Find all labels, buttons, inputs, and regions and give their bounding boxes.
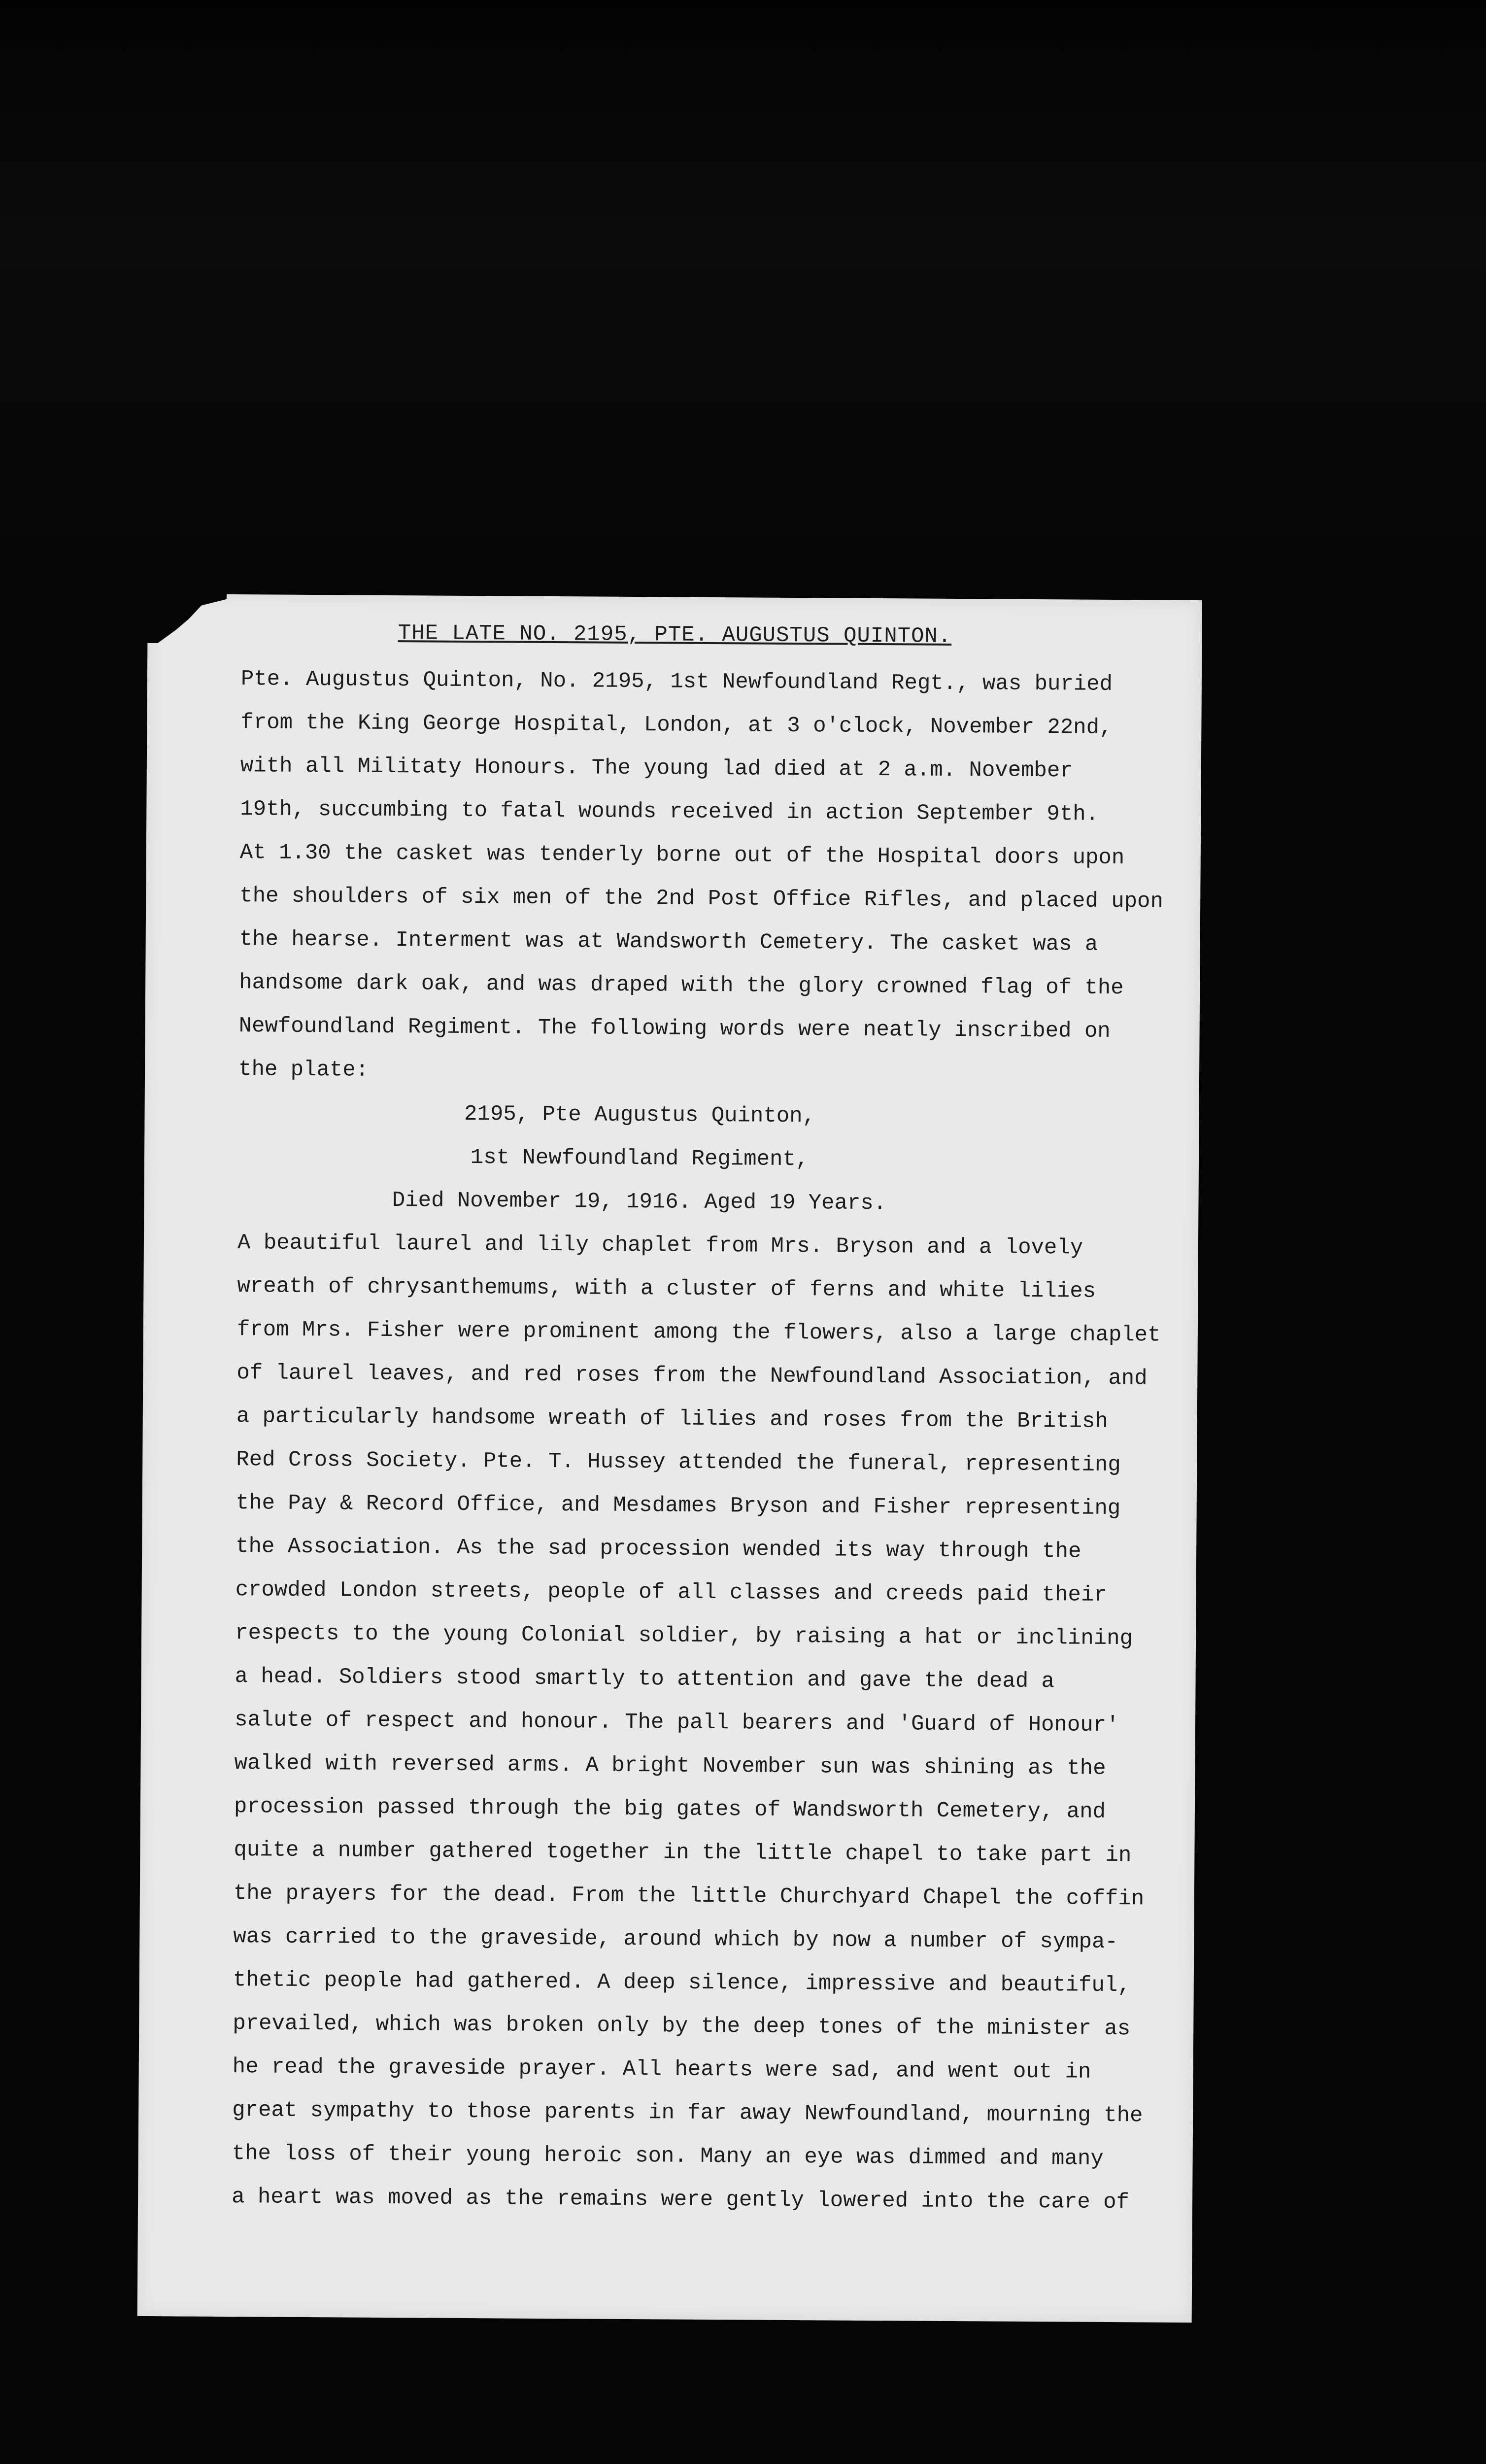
body-line: the Pay & Record Office, and Mesdames Bryson and Fisher representing bbox=[236, 1491, 1121, 1521]
body-line: respects to the young Colonial soldier, by raising a hat or inclining bbox=[235, 1621, 1133, 1651]
document-page bbox=[137, 594, 1202, 2323]
body-line: a particularly handsome wreath of lilies and roses from the British bbox=[236, 1404, 1109, 1434]
document-body bbox=[232, 657, 1192, 2224]
body-line: the loss of their young heroic son. Many an eye was dimmed and many bbox=[232, 2141, 1104, 2171]
body-line: from Mrs. Fisher were prominent among the flowers, also a large chaplet bbox=[236, 1317, 1161, 1348]
body-line: with all Militaty Honours. The young lad died at 2 a.m. November bbox=[240, 753, 1073, 784]
body-line: salute of respect and honour. The pall bearers and 'Guard of Honour' bbox=[234, 1708, 1119, 1738]
document-title: THE LATE NO. 2195, PTE. AUGUSTUS QUINTON. bbox=[398, 621, 952, 649]
body-line: At 1.30 the casket was tenderly borne out of the Hospital doors upon bbox=[239, 840, 1125, 871]
body-line: he read the graveside prayer. All hearts were sad, and went out in bbox=[232, 2054, 1091, 2085]
inscription-line: 2195, Pte Augustus Quinton, bbox=[464, 1101, 816, 1129]
inscription-line: Died November 19, 1916. Aged 19 Years. bbox=[392, 1188, 887, 1216]
body-line: Pte. Augustus Quinton, No. 2195, 1st Newfoundland Regt., was buried bbox=[240, 667, 1113, 697]
body-line: 19th, succumbing to fatal wounds received in action September 9th. bbox=[240, 797, 1099, 827]
body-line: the Association. As the sad procession wended its way through the bbox=[236, 1534, 1081, 1564]
body-line: crowded London streets, people of all classes and creeds paid their bbox=[235, 1577, 1107, 1608]
body-line: prevailed, which was broken only by the deep tones of the minister as bbox=[233, 2011, 1131, 2042]
body-line: a head. Soldiers stood smartly to attention and gave the dead a bbox=[235, 1664, 1055, 1694]
body-line: A beautiful laurel and lily chaplet from Mrs. Bryson and a lovely bbox=[237, 1231, 1083, 1261]
body-line: Newfoundland Regiment. The following words were neatly inscribed on bbox=[238, 1014, 1111, 1044]
body-line: quite a number gathered together in the little chapel to take part in bbox=[234, 1838, 1132, 1868]
body-line: Red Cross Society. Pte. T. Hussey attended the funeral, representing bbox=[236, 1447, 1121, 1478]
body-line: of laurel leaves, and red roses from the Newfoundland Association, and bbox=[236, 1361, 1148, 1391]
body-line: the shoulders of six men of the 2nd Post Office Rifles, and placed upon bbox=[239, 884, 1164, 914]
body-line: wreath of chrysanthemums, with a cluster of ferns and white lilies bbox=[237, 1274, 1096, 1304]
body-line: was carried to the graveside, around which by now a number of sympa- bbox=[233, 1924, 1118, 1955]
body-line: thetic people had gathered. A deep silence, impressive and beautiful, bbox=[233, 1968, 1131, 1998]
body-line: procession passed through the big gates of Wandsworth Cemetery, and bbox=[234, 1794, 1106, 1824]
scan-background bbox=[0, 0, 1486, 582]
body-line: from the King George Hospital, London, at 3 o'clock, November 22nd, bbox=[240, 710, 1113, 740]
body-line: great sympathy to those parents in far away Newfoundland, mourning the bbox=[232, 2098, 1143, 2128]
inscription-line: 1st Newfoundland Regiment, bbox=[470, 1145, 809, 1172]
body-line: the plate: bbox=[238, 1057, 369, 1083]
body-line: the prayers for the dead. From the little Churchyard Chapel the coffin bbox=[233, 1881, 1145, 1912]
body-line: handsome dark oak, and was draped with the glory crowned flag of the bbox=[239, 970, 1124, 1001]
body-line: the hearse. Interment was at Wandsworth Cemetery. The casket was a bbox=[239, 927, 1098, 957]
body-line: a heart was moved as the remains were gently lowered into the care of bbox=[231, 2185, 1130, 2215]
body-line: walked with reversed arms. A bright November sun was shining as the bbox=[234, 1751, 1106, 1781]
